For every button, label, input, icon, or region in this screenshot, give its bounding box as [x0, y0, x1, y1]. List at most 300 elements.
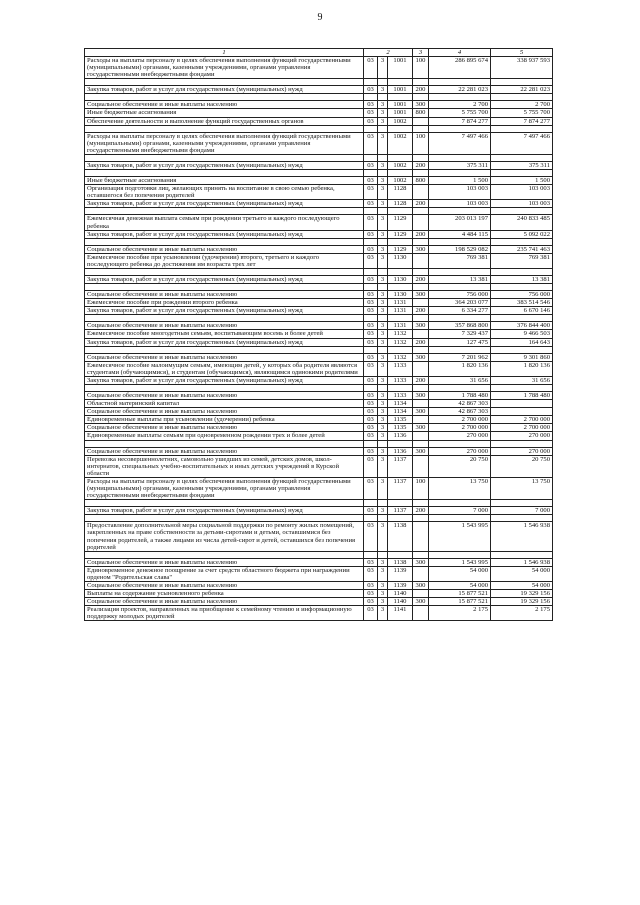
row-code-b-cell: 3 [378, 200, 388, 208]
spacer-cell [388, 315, 413, 322]
row-code-a-cell: 03 [364, 447, 378, 455]
row-sum-year2-cell: 270 000 [491, 447, 553, 455]
row-sum-year1-cell: 6 334 277 [429, 307, 491, 315]
spacer-cell [378, 551, 388, 558]
row-code-c-cell: 1128 [388, 185, 413, 200]
row-code-a-cell: 03 [364, 522, 378, 551]
row-code-b-cell: 3 [378, 109, 388, 117]
spacer-cell [429, 346, 491, 353]
spacer-cell [413, 500, 429, 507]
row-name-cell: Социальное обеспечение и иные выплаты населению [85, 392, 364, 400]
table-row [85, 161, 553, 169]
table-row [85, 101, 553, 109]
row-sum-year1-cell: 2 700 000 [429, 416, 491, 424]
row-code-b-cell: 3 [378, 86, 388, 94]
row-code-a-cell: 03 [364, 245, 378, 253]
row-code-d-cell: 300 [413, 581, 429, 589]
table-row [85, 253, 553, 268]
row-code-b-cell: 3 [378, 376, 388, 384]
row-code-d-cell [413, 117, 429, 125]
spacer-cell [378, 440, 388, 447]
row-code-c-cell: 1132 [388, 330, 413, 338]
header-row [85, 49, 553, 57]
row-code-c-cell: 1002 [388, 161, 413, 169]
spacer-cell [388, 125, 413, 132]
row-code-c-cell: 1137 [388, 455, 413, 477]
row-name-cell: Закупка товаров, работ и услуг для государственных (муниципальных) нужд [85, 275, 364, 283]
table-row [85, 447, 553, 455]
row-sum-year1-cell: 1 500 [429, 177, 491, 185]
spacer-cell [364, 268, 378, 275]
spacer-cell [413, 125, 429, 132]
row-code-a-cell: 03 [364, 57, 378, 79]
row-code-b-cell: 3 [378, 132, 388, 154]
row-code-b-cell: 3 [378, 322, 388, 330]
row-sum-year1-cell: 22 281 023 [429, 86, 491, 94]
spacer-cell [364, 94, 378, 101]
spacer-cell [491, 284, 553, 291]
row-name-cell: Расходы на выплаты персоналу в целях обеспечения выполнения функций государственными (муниципальными) органами, казенными учреждениями, органами управления государственными внебюджетными фондами [85, 477, 364, 499]
row-code-a-cell: 03 [364, 353, 378, 361]
row-sum-year1-cell: 357 868 800 [429, 322, 491, 330]
row-code-d-cell: 100 [413, 57, 429, 79]
spacer-cell [378, 208, 388, 215]
spacer-cell [85, 125, 364, 132]
row-sum-year2-cell [491, 400, 553, 408]
row-code-b-cell: 3 [378, 215, 388, 230]
row-name-cell: Закупка товаров, работ и услуг для государственных (муниципальных) нужд [85, 200, 364, 208]
row-sum-year2-cell: 6 670 146 [491, 307, 553, 315]
spacer-cell [85, 346, 364, 353]
row-code-b-cell: 3 [378, 291, 388, 299]
row-sum-year1-cell: 127 475 [429, 338, 491, 346]
row-code-b-cell: 3 [378, 566, 388, 581]
spacer-cell [429, 440, 491, 447]
spacer-cell [413, 440, 429, 447]
row-name-cell: Выплаты на содержание усыновленного ребенка [85, 590, 364, 598]
row-name-cell: Единовременное денежное поощрение за счет средств областного бюджета при награждении орденом "Родительская слава" [85, 566, 364, 581]
row-code-d-cell [413, 400, 429, 408]
spacer-row [85, 79, 553, 86]
table-row [85, 245, 553, 253]
spacer-cell [85, 154, 364, 161]
spacer-cell [85, 79, 364, 86]
row-code-d-cell: 300 [413, 558, 429, 566]
row-code-b-cell: 3 [378, 408, 388, 416]
spacer-cell [413, 268, 429, 275]
row-name-cell: Ежемесячное пособие при рождении второго ребенка [85, 299, 364, 307]
table-row [85, 275, 553, 283]
row-name-cell: Социальное обеспечение и иные выплаты населению [85, 101, 364, 109]
row-name-cell: Единовременные выплаты семьям при одновременном рождении трех и более детей [85, 432, 364, 440]
spacer-cell [388, 346, 413, 353]
row-sum-year1-cell: 7 497 466 [429, 132, 491, 154]
row-name-cell: Социальное обеспечение и иные выплаты населению [85, 447, 364, 455]
row-sum-year2-cell: 235 741 463 [491, 245, 553, 253]
row-code-d-cell [413, 185, 429, 200]
spacer-cell [364, 125, 378, 132]
row-code-c-cell: 1131 [388, 307, 413, 315]
row-sum-year2-cell: 13 381 [491, 275, 553, 283]
row-sum-year2-cell: 103 003 [491, 200, 553, 208]
table-row [85, 307, 553, 315]
row-name-cell: Областной материнский капитал [85, 400, 364, 408]
row-name-cell: Организация подготовки лиц, желающих принять на воспитание в свою семью ребенка, оставшегося без попечения родителей [85, 185, 364, 200]
row-code-d-cell: 200 [413, 200, 429, 208]
row-sum-year1-cell: 2 700 [429, 101, 491, 109]
row-code-c-cell: 1139 [388, 581, 413, 589]
row-sum-year2-cell: 7 874 277 [491, 117, 553, 125]
row-code-c-cell: 1141 [388, 606, 413, 621]
row-code-c-cell: 1134 [388, 408, 413, 416]
row-code-d-cell: 300 [413, 424, 429, 432]
row-code-b-cell: 3 [378, 353, 388, 361]
row-sum-year2-cell: 383 514 546 [491, 299, 553, 307]
spacer-cell [413, 208, 429, 215]
row-code-c-cell: 1001 [388, 109, 413, 117]
spacer-cell [378, 500, 388, 507]
spacer-row [85, 515, 553, 522]
row-code-a-cell: 03 [364, 291, 378, 299]
row-name-cell: Ежемесячное пособие при усыновлении (удочерении) второго, третьего и каждого последующего ребенка до достижения им возраста трех лет [85, 253, 364, 268]
spacer-cell [388, 238, 413, 245]
row-code-d-cell: 800 [413, 177, 429, 185]
row-name-cell: Реализация проектов, направленных на приобщение к семейному чтению и информационную поддержку молодых родителей [85, 606, 364, 621]
row-code-b-cell: 3 [378, 432, 388, 440]
table-row [85, 57, 553, 79]
row-name-cell: Социальное обеспечение и иные выплаты населению [85, 408, 364, 416]
row-code-c-cell: 1132 [388, 353, 413, 361]
table-row [85, 455, 553, 477]
row-sum-year2-cell: 1 546 938 [491, 522, 553, 551]
row-sum-year2-cell: 20 750 [491, 455, 553, 477]
row-code-d-cell: 300 [413, 101, 429, 109]
row-sum-year2-cell: 375 311 [491, 161, 553, 169]
spacer-cell [364, 551, 378, 558]
row-sum-year2-cell: 2 175 [491, 606, 553, 621]
row-name-cell: Ежемесячная денежная выплата семьям при рождении третьего и каждого последующего ребенка [85, 215, 364, 230]
row-code-d-cell: 200 [413, 376, 429, 384]
row-code-a-cell: 03 [364, 424, 378, 432]
row-code-b-cell: 3 [378, 253, 388, 268]
row-code-a-cell: 03 [364, 330, 378, 338]
spacer-cell [429, 515, 491, 522]
row-code-a-cell: 03 [364, 185, 378, 200]
row-sum-year2-cell: 13 750 [491, 477, 553, 499]
row-sum-year2-cell: 769 381 [491, 253, 553, 268]
row-sum-year1-cell: 31 656 [429, 376, 491, 384]
row-code-b-cell: 3 [378, 307, 388, 315]
spacer-row [85, 315, 553, 322]
spacer-cell [429, 284, 491, 291]
spacer-cell [364, 500, 378, 507]
row-sum-year1-cell: 15 877 521 [429, 598, 491, 606]
spacer-cell [388, 515, 413, 522]
row-name-cell: Обеспечение деятельности и выполнение функций государственных органов [85, 117, 364, 125]
row-name-cell: Социальное обеспечение и иные выплаты населению [85, 424, 364, 432]
row-code-b-cell: 3 [378, 275, 388, 283]
row-sum-year1-cell: 103 003 [429, 200, 491, 208]
row-code-b-cell: 3 [378, 455, 388, 477]
row-code-b-cell: 3 [378, 338, 388, 346]
row-code-b-cell: 3 [378, 477, 388, 499]
table-row [85, 200, 553, 208]
row-code-d-cell: 800 [413, 109, 429, 117]
row-code-c-cell: 1139 [388, 566, 413, 581]
row-code-d-cell: 300 [413, 408, 429, 416]
table-row [85, 424, 553, 432]
spacer-cell [429, 208, 491, 215]
row-code-c-cell: 1130 [388, 291, 413, 299]
row-code-d-cell [413, 455, 429, 477]
row-code-a-cell: 03 [364, 109, 378, 117]
spacer-cell [364, 315, 378, 322]
spacer-cell [364, 385, 378, 392]
row-code-a-cell: 03 [364, 117, 378, 125]
row-sum-year1-cell: 1 820 136 [429, 361, 491, 376]
table-row [85, 109, 553, 117]
row-code-c-cell: 1136 [388, 432, 413, 440]
row-code-d-cell [413, 416, 429, 424]
table-row [85, 215, 553, 230]
spacer-cell [429, 500, 491, 507]
spacer-row [85, 500, 553, 507]
row-sum-year1-cell: 54 000 [429, 581, 491, 589]
spacer-cell [388, 440, 413, 447]
spacer-cell [85, 170, 364, 177]
spacer-cell [378, 94, 388, 101]
row-code-b-cell: 3 [378, 392, 388, 400]
spacer-cell [364, 170, 378, 177]
row-sum-year2-cell: 240 833 485 [491, 215, 553, 230]
table-row [85, 507, 553, 515]
row-code-c-cell: 1137 [388, 477, 413, 499]
row-code-c-cell: 1001 [388, 86, 413, 94]
row-sum-year2-cell: 2 700 000 [491, 424, 553, 432]
row-code-b-cell: 3 [378, 101, 388, 109]
row-sum-year2-cell: 7 000 [491, 507, 553, 515]
table-row [85, 590, 553, 598]
row-code-d-cell: 200 [413, 230, 429, 238]
row-sum-year1-cell: 270 000 [429, 432, 491, 440]
row-code-d-cell: 200 [413, 161, 429, 169]
row-code-d-cell: 300 [413, 245, 429, 253]
spacer-cell [491, 125, 553, 132]
table-row [85, 408, 553, 416]
table-row [85, 230, 553, 238]
row-sum-year1-cell: 15 877 521 [429, 590, 491, 598]
row-sum-year1-cell: 756 000 [429, 291, 491, 299]
table-row [85, 606, 553, 621]
row-sum-year1-cell: 375 311 [429, 161, 491, 169]
row-code-a-cell: 03 [364, 416, 378, 424]
table-row [85, 185, 553, 200]
spacer-cell [491, 346, 553, 353]
spacer-cell [491, 238, 553, 245]
row-code-b-cell: 3 [378, 606, 388, 621]
table-row [85, 558, 553, 566]
spacer-cell [413, 79, 429, 86]
table-row [85, 598, 553, 606]
table-row [85, 416, 553, 424]
row-code-a-cell: 03 [364, 161, 378, 169]
spacer-cell [429, 125, 491, 132]
row-code-a-cell: 03 [364, 376, 378, 384]
row-code-a-cell: 03 [364, 566, 378, 581]
row-code-a-cell: 03 [364, 86, 378, 94]
spacer-row [85, 154, 553, 161]
row-code-c-cell: 1001 [388, 101, 413, 109]
row-code-a-cell: 03 [364, 408, 378, 416]
spacer-cell [491, 208, 553, 215]
spacer-row [85, 94, 553, 101]
spacer-cell [388, 551, 413, 558]
row-code-d-cell [413, 330, 429, 338]
row-code-a-cell: 03 [364, 581, 378, 589]
row-code-b-cell: 3 [378, 598, 388, 606]
row-sum-year1-cell: 7 000 [429, 507, 491, 515]
spacer-cell [413, 154, 429, 161]
row-code-d-cell: 300 [413, 598, 429, 606]
spacer-cell [413, 284, 429, 291]
row-name-cell: Иные бюджетные ассигнования [85, 177, 364, 185]
row-code-c-cell: 1140 [388, 590, 413, 598]
table-row [85, 291, 553, 299]
row-code-b-cell: 3 [378, 507, 388, 515]
table-row [85, 117, 553, 125]
row-code-a-cell: 03 [364, 307, 378, 315]
row-sum-year1-cell: 198 529 082 [429, 245, 491, 253]
row-code-c-cell: 1135 [388, 416, 413, 424]
row-code-c-cell: 1129 [388, 230, 413, 238]
spacer-cell [429, 238, 491, 245]
spacer-cell [378, 79, 388, 86]
spacer-row [85, 170, 553, 177]
spacer-cell [85, 440, 364, 447]
row-sum-year2-cell: 1 546 938 [491, 558, 553, 566]
spacer-cell [388, 208, 413, 215]
row-code-b-cell: 3 [378, 590, 388, 598]
row-code-d-cell: 200 [413, 338, 429, 346]
row-sum-year2-cell: 164 643 [491, 338, 553, 346]
table-row [85, 566, 553, 581]
table-row [85, 86, 553, 94]
row-sum-year1-cell: 1 788 480 [429, 392, 491, 400]
spacer-cell [85, 268, 364, 275]
row-code-b-cell: 3 [378, 299, 388, 307]
row-code-d-cell [413, 432, 429, 440]
table-row [85, 392, 553, 400]
spacer-cell [378, 125, 388, 132]
row-sum-year2-cell: 103 003 [491, 185, 553, 200]
row-sum-year2-cell: 54 000 [491, 581, 553, 589]
row-code-b-cell: 3 [378, 245, 388, 253]
row-code-c-cell: 1002 [388, 177, 413, 185]
row-code-a-cell: 03 [364, 338, 378, 346]
spacer-cell [429, 79, 491, 86]
budget-table [84, 48, 553, 621]
row-code-b-cell: 3 [378, 400, 388, 408]
spacer-cell [378, 238, 388, 245]
spacer-cell [491, 315, 553, 322]
row-code-b-cell: 3 [378, 361, 388, 376]
row-sum-year2-cell: 54 000 [491, 566, 553, 581]
spacer-row [85, 440, 553, 447]
row-code-c-cell: 1133 [388, 376, 413, 384]
row-code-b-cell: 3 [378, 416, 388, 424]
row-sum-year1-cell: 7 329 437 [429, 330, 491, 338]
row-code-a-cell: 03 [364, 392, 378, 400]
row-code-c-cell: 1140 [388, 598, 413, 606]
spacer-cell [429, 170, 491, 177]
row-name-cell: Предоставление дополнительной меры социальной поддержки по ремонту жилых помещений, закрепленных на праве собственности за детьми-сиротами и детьми, оставшимися без попечения родителей, а также лицами из числа детей-сирот и детей, оставшихся без попечения родителей [85, 522, 364, 551]
row-sum-year1-cell: 5 755 700 [429, 109, 491, 117]
row-code-c-cell: 1002 [388, 117, 413, 125]
spacer-row [85, 284, 553, 291]
row-code-a-cell: 03 [364, 606, 378, 621]
spacer-cell [429, 94, 491, 101]
row-sum-year2-cell: 270 000 [491, 432, 553, 440]
row-code-a-cell: 03 [364, 200, 378, 208]
row-sum-year2-cell: 376 844 400 [491, 322, 553, 330]
row-code-d-cell [413, 215, 429, 230]
row-code-c-cell: 1135 [388, 424, 413, 432]
row-sum-year2-cell: 31 656 [491, 376, 553, 384]
row-sum-year2-cell: 338 937 593 [491, 57, 553, 79]
table-row [85, 477, 553, 499]
spacer-cell [413, 515, 429, 522]
page-number: 9 [317, 12, 323, 23]
row-code-c-cell: 1131 [388, 299, 413, 307]
spacer-cell [85, 515, 364, 522]
row-sum-year1-cell: 2 175 [429, 606, 491, 621]
spacer-cell [491, 385, 553, 392]
row-sum-year2-cell: 9 301 860 [491, 353, 553, 361]
row-code-c-cell: 1138 [388, 558, 413, 566]
row-code-b-cell: 3 [378, 185, 388, 200]
row-sum-year1-cell: 286 895 674 [429, 57, 491, 79]
row-code-c-cell: 1133 [388, 392, 413, 400]
row-sum-year1-cell: 1 543 995 [429, 522, 491, 551]
row-sum-year1-cell: 7 874 277 [429, 117, 491, 125]
spacer-cell [388, 94, 413, 101]
row-code-b-cell: 3 [378, 57, 388, 79]
row-name-cell: Социальное обеспечение и иные выплаты населению [85, 581, 364, 589]
row-sum-year1-cell: 4 484 115 [429, 230, 491, 238]
spacer-row [85, 238, 553, 245]
table-row [85, 361, 553, 376]
row-sum-year1-cell: 13 750 [429, 477, 491, 499]
spacer-cell [429, 315, 491, 322]
row-code-b-cell: 3 [378, 177, 388, 185]
row-sum-year1-cell: 7 201 962 [429, 353, 491, 361]
spacer-cell [413, 170, 429, 177]
row-code-a-cell: 03 [364, 299, 378, 307]
row-code-b-cell: 3 [378, 581, 388, 589]
row-sum-year2-cell: 19 329 156 [491, 590, 553, 598]
spacer-cell [85, 284, 364, 291]
spacer-cell [85, 551, 364, 558]
spacer-cell [491, 500, 553, 507]
row-code-d-cell: 200 [413, 307, 429, 315]
row-code-b-cell: 3 [378, 161, 388, 169]
spacer-cell [491, 154, 553, 161]
row-code-c-cell: 1136 [388, 447, 413, 455]
row-code-a-cell: 03 [364, 322, 378, 330]
row-code-d-cell: 300 [413, 291, 429, 299]
table-row [85, 299, 553, 307]
row-name-cell: Социальное обеспечение и иные выплаты населению [85, 353, 364, 361]
